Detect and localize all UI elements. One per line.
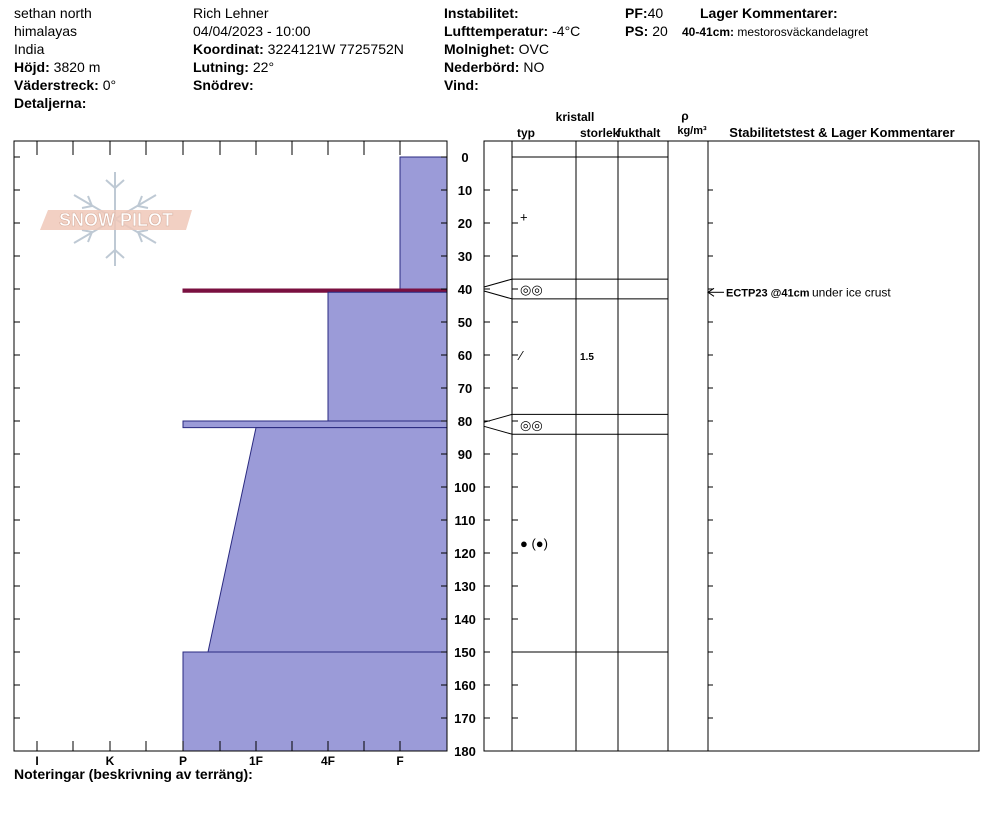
sky-value: OVC <box>518 41 549 57</box>
crystal-type-symbol: + <box>520 209 528 225</box>
depth-tick-label: 30 <box>457 249 473 264</box>
depth-tick-label: 170 <box>454 711 476 726</box>
hardness-tick-label: 1F <box>248 754 264 768</box>
observation-datetime: 04/04/2023 - 10:00 <box>193 23 311 39</box>
observer-name: Rich Lehner <box>193 5 269 21</box>
logo-text: SNOW PILOT <box>59 210 173 230</box>
size-header: storlek <box>580 126 620 140</box>
depth-tick-label: 150 <box>454 645 476 660</box>
hardness-tick-label: K <box>105 754 115 768</box>
country-name: India <box>14 41 45 57</box>
stability-test-comment: under ice crust <box>812 285 891 300</box>
hardness-layer-0 <box>400 157 447 289</box>
depth-tick-label: 140 <box>454 612 476 627</box>
depth-tick-label: 50 <box>457 315 473 330</box>
hardness-profile <box>183 157 447 751</box>
depth-tick-label: 80 <box>457 414 473 429</box>
crystal-type-symbol: ● (●) <box>520 536 548 552</box>
depth-tick-label: 70 <box>457 381 473 396</box>
coord-label: Koordinat: <box>193 41 264 57</box>
details-label: Detaljerna: <box>14 95 87 111</box>
pf-value: 40 <box>647 5 664 21</box>
wind-label: Vind: <box>444 77 479 93</box>
depth-tick-label: 0 <box>461 150 469 165</box>
airtemp-label: Lufttemperatur: <box>444 23 549 39</box>
depth-tick-label: 120 <box>454 546 476 561</box>
crystal-type-symbol: ◎◎ <box>520 282 543 297</box>
ps-value: 20 <box>652 23 668 39</box>
precip-label: Nederbörd: <box>444 59 520 75</box>
hardness-tick-label: F <box>396 754 404 768</box>
sky-label: Molnighet: <box>444 41 515 57</box>
rho-unit-header: kg/m³ <box>677 125 707 137</box>
moisture-header: fukthalt <box>617 126 661 140</box>
funnel-line-0 <box>484 291 512 299</box>
crystal-type-symbol: ⁄ <box>520 348 523 363</box>
layer-comments-label: Lager Kommentarer: <box>700 5 838 21</box>
layer-table <box>484 141 979 751</box>
depth-tick-label: 40 <box>457 282 473 297</box>
stability-header: Stabilitetstest & Lager Kommentarer <box>729 125 955 140</box>
crystal-size-label: 1.5 <box>580 352 594 363</box>
precip-value: NO <box>523 59 545 75</box>
hardness-layer-5 <box>183 652 447 751</box>
rho-header: ρ <box>681 109 689 123</box>
slope-label: Lutning: <box>193 59 249 75</box>
type-header: typ <box>517 126 535 140</box>
depth-tick-label: 180 <box>454 744 476 759</box>
ps-label: PS: <box>625 23 649 39</box>
coord-value: 3224121W 7725752N <box>267 41 404 57</box>
depth-tick-label: 100 <box>454 480 476 495</box>
column-headers <box>517 109 955 140</box>
hardness-layer-4 <box>208 428 447 652</box>
snowpilot-logo <box>40 210 192 230</box>
hardness-tick-label: P <box>178 754 188 768</box>
depth-tick-label: 90 <box>457 447 473 462</box>
hardness-layer-3 <box>183 421 447 428</box>
layer-comment-range: 40-41cm: <box>682 25 735 39</box>
stability-test-result: ECTP23 @41cm <box>726 287 810 300</box>
airtemp-value: -4°C <box>552 23 581 39</box>
layer-comment-text: mestorosväckandelagret <box>737 25 869 39</box>
funnel-line-0 <box>484 279 512 287</box>
location-name: sethan north <box>14 5 92 21</box>
hardness-layer-2 <box>328 292 447 421</box>
blowing-label: Snödrev: <box>193 77 254 93</box>
depth-tick-label: 60 <box>457 348 473 363</box>
slope-value: 22° <box>252 59 275 75</box>
instability-label: Instabilitet: <box>444 5 519 21</box>
aspect-label: Väderstreck: <box>14 77 99 93</box>
depth-tick-label: 110 <box>454 513 476 528</box>
depth-tick-label: 20 <box>457 216 473 231</box>
layer-table-frame <box>484 141 979 751</box>
pf-label: PF: <box>625 5 648 21</box>
depth-tick-label: 130 <box>454 579 476 594</box>
elevation-value: 3820 m <box>53 59 101 75</box>
depth-tick-label: 160 <box>454 678 476 693</box>
hardness-tick-label: I <box>35 754 39 768</box>
funnel-line-1 <box>484 426 512 434</box>
elevation-label: Höjd: <box>14 59 50 75</box>
funnel-line-1 <box>484 414 512 422</box>
notes-label: Noteringar (beskrivning av terräng): <box>14 766 253 782</box>
crystal-header: kristall <box>555 110 595 124</box>
aspect-value: 0° <box>102 77 117 93</box>
range-name: himalayas <box>14 23 78 39</box>
crystal-type-symbol: ◎◎ <box>520 417 543 433</box>
hardness-tick-label: 4F <box>320 754 336 768</box>
depth-tick-label: 10 <box>457 183 473 198</box>
